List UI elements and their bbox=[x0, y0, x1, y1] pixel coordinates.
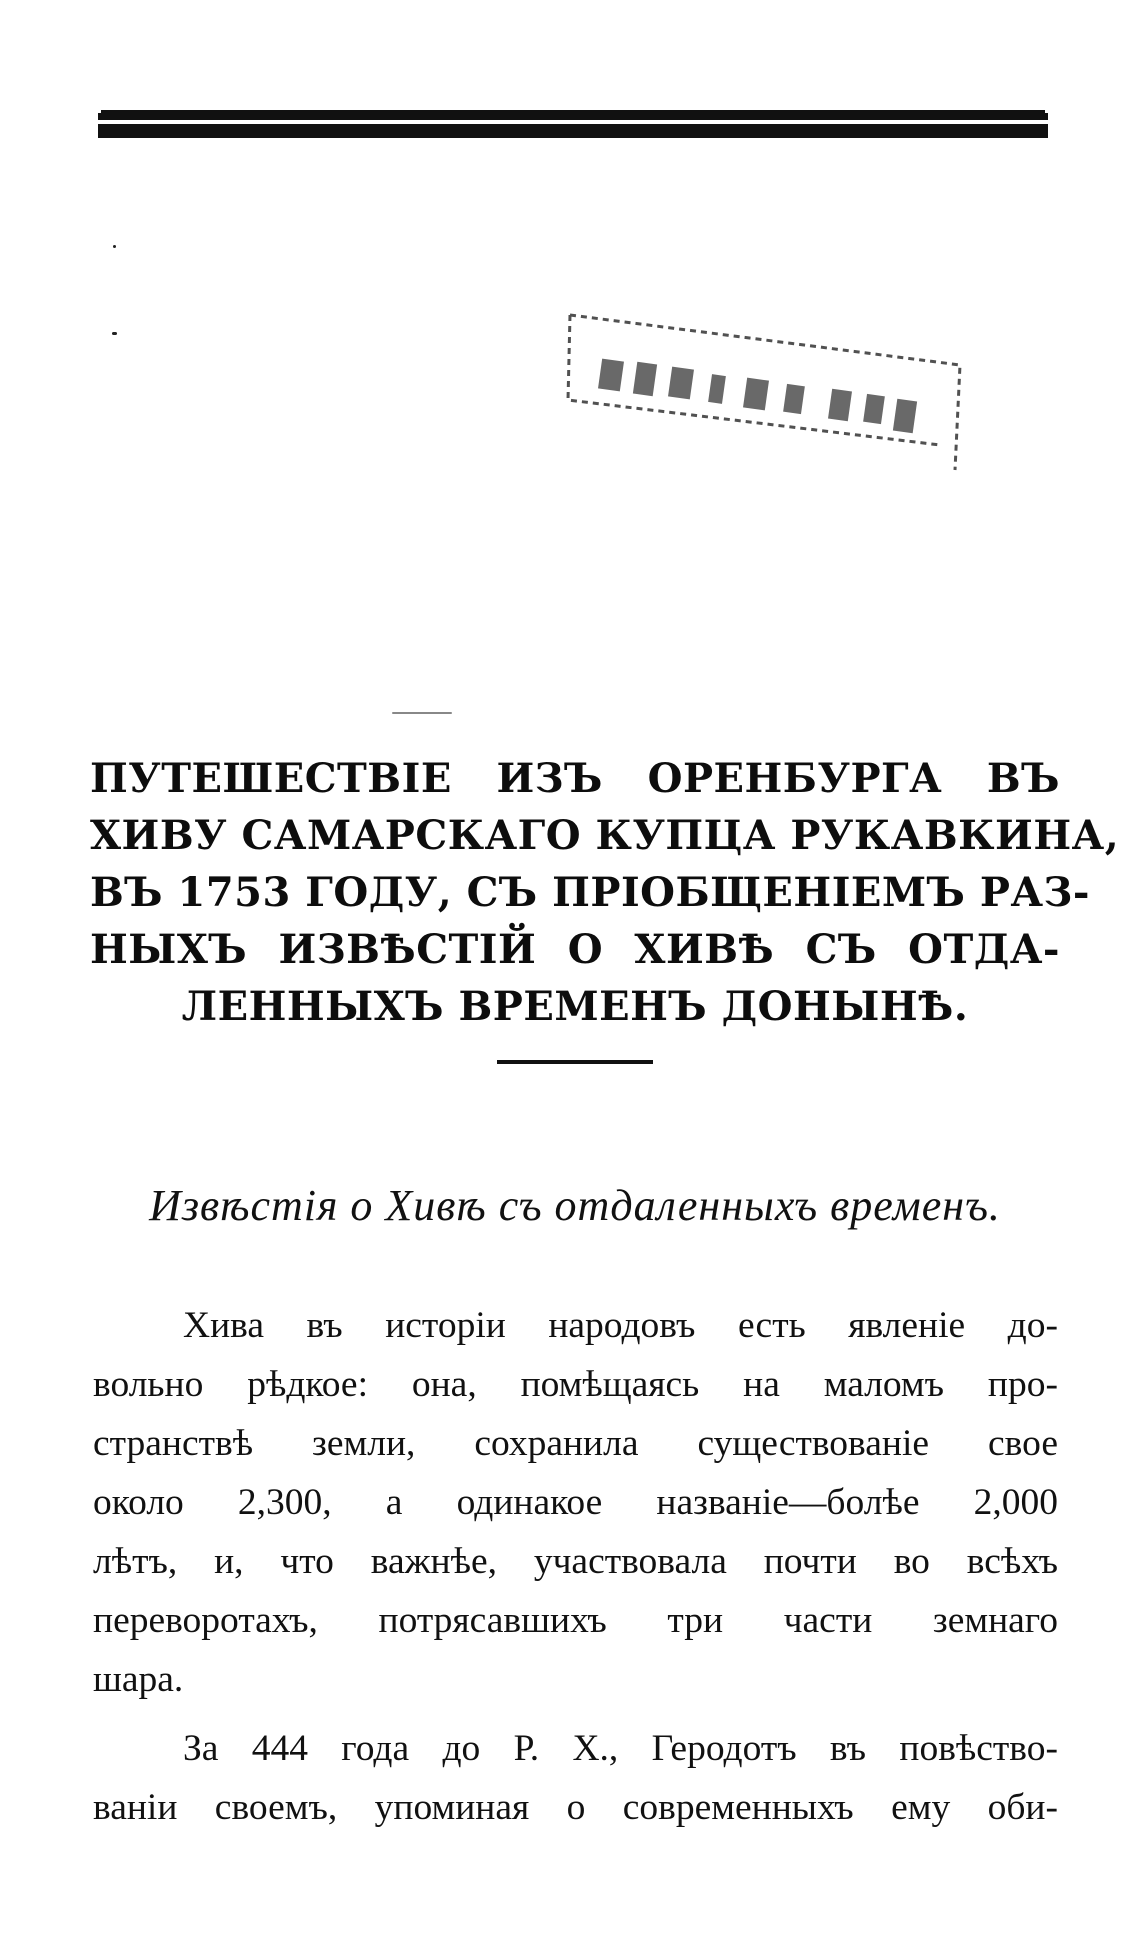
title-line: НЫХЪ ИЗВѢСТІЙ О ХИВѢ СЪ ОТДА- bbox=[90, 926, 1060, 973]
ink-speck bbox=[392, 712, 452, 714]
paragraph-1-line: вольно рѣдкое: она, помѣщаясь на маломъ про- bbox=[93, 1364, 1058, 1405]
title-divider bbox=[497, 1060, 653, 1064]
top-border-rule bbox=[98, 113, 1048, 138]
title-line: ЛЕННЫХЪ ВРЕМЕНЪ ДОНЫНѢ. bbox=[181, 983, 969, 1030]
ink-speck bbox=[112, 332, 117, 335]
ink-speck bbox=[113, 245, 116, 248]
library-stamp bbox=[560, 305, 980, 475]
paragraph-1-line: шара. bbox=[93, 1659, 184, 1700]
paragraph-1-line: лѣтъ, и, что важнѣе, участвовала почти во всѣхъ bbox=[93, 1541, 1058, 1582]
title-line: ВЪ 1753 ГОДУ, СЪ ПРІОБЩЕНІЕМЪ РАЗ- bbox=[90, 869, 1090, 916]
title-line: ПУТЕШЕСТВІЕ ИЗЪ ОРЕНБУРГА ВЪ bbox=[90, 755, 1060, 802]
paragraph-1-line: Хива въ исторіи народовъ есть явленіе до- bbox=[183, 1305, 1058, 1346]
body-text bbox=[93, 1296, 1058, 1837]
paragraph-1-line: переворотахъ, потрясавшихъ три части земнаго bbox=[93, 1600, 1058, 1641]
paragraph-2-line: ваніи своемъ, упоминая о современныхъ ему оби- bbox=[93, 1787, 1058, 1828]
paragraph-2-line: За 444 года до Р. Х., Геродотъ въ повѣство- bbox=[183, 1728, 1058, 1769]
paragraph-1-line: странствѣ земли, сохранила существованіе свое bbox=[93, 1423, 1058, 1464]
section-heading: Извѣстія о Хивѣ съ отдаленныхъ временъ. bbox=[149, 1181, 1001, 1230]
paragraph-1-line: около 2,300, а одинакое названіе—болѣе 2,000 bbox=[93, 1482, 1058, 1523]
page-title bbox=[90, 750, 1120, 1035]
title-line: ХИВУ САМАРСКАГО КУПЦА РУКАВКИНА, bbox=[90, 812, 1120, 859]
stamp-mark bbox=[560, 305, 980, 475]
